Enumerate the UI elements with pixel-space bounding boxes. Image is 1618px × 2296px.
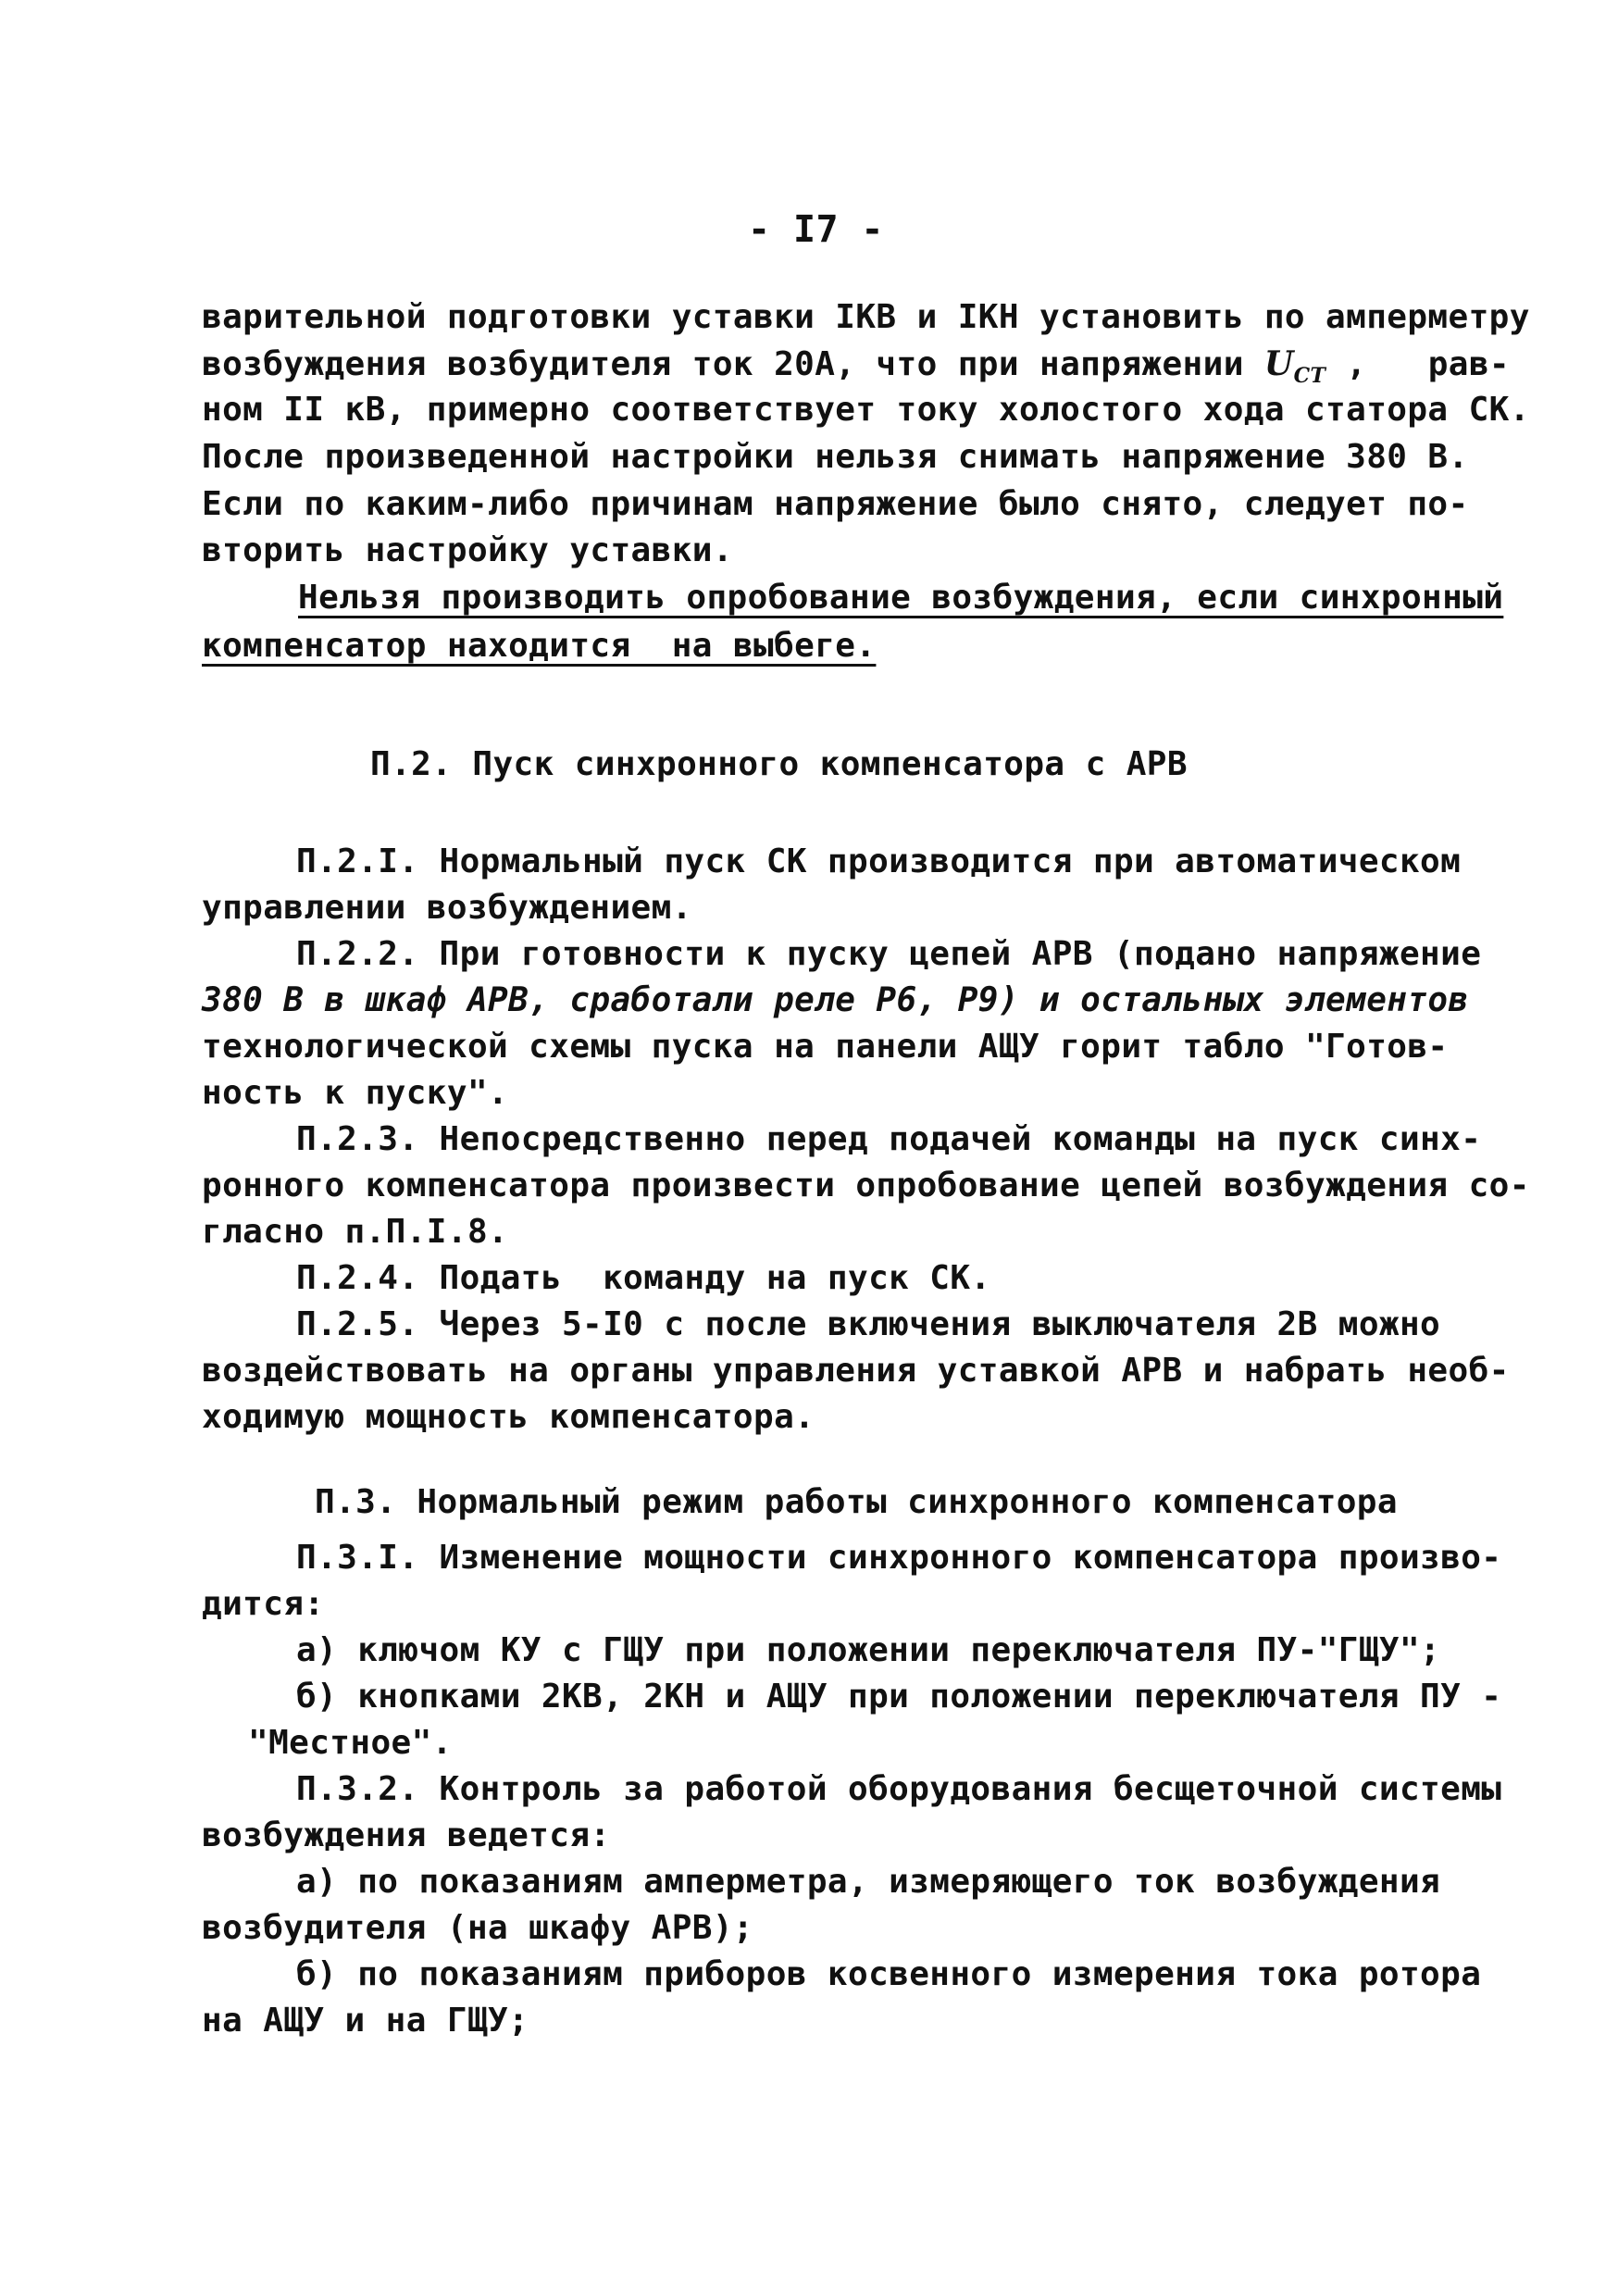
text-line: После произведенной настройки нельзя снимать напряжение 380 В. bbox=[202, 438, 1469, 476]
text-line: возбудителя (на шкафу АРВ); bbox=[202, 1909, 753, 1947]
text-line: П.2.3. Непосредственно перед подачей команды на пуск синх- bbox=[296, 1120, 1482, 1158]
text-line: возбуждения возбудителя ток 20А, что при напряжении $U_{СТ}$ , рав- bbox=[202, 344, 1510, 389]
stator-voltage-symbol: $U_{СТ}$ bbox=[1263, 344, 1326, 389]
text-line: а) ключом КУ с ГЩУ при положении переключателя ПУ-"ГЩУ"; bbox=[296, 1631, 1441, 1669]
text-line: б) по показаниям приборов косвенного измерения тока ротора bbox=[296, 1955, 1482, 1993]
text-line: П.3.I. Изменение мощности синхронного компенсатора произво- bbox=[296, 1539, 1502, 1577]
text-line: ность к пуску". bbox=[202, 1074, 509, 1112]
text-line: на АЩУ и на ГЩУ; bbox=[202, 2002, 529, 2040]
text-line: ном II кВ, примерно соответствует току холостого хода статора СК. bbox=[202, 391, 1530, 429]
text-line: управлении возбуждением. bbox=[202, 889, 692, 927]
warning-line: компенсатор находится на выбеге. bbox=[202, 627, 877, 665]
text-line: П.2.2. При готовности к пуску цепей АРВ (подано напряжение bbox=[296, 935, 1482, 973]
text-line: Если по каким-либо причинам напряжение было снято, следует по- bbox=[202, 485, 1469, 523]
text-line: "Местное". bbox=[248, 1724, 453, 1762]
text-line: вторить настройку уставки. bbox=[202, 531, 733, 569]
text-line: дится: bbox=[202, 1585, 325, 1623]
text-line: воздействовать на органы управления уставкой АРВ и набрать необ- bbox=[202, 1352, 1510, 1390]
warning-line: Нельзя производить опробование возбуждения, если синхронный bbox=[298, 579, 1504, 617]
text-line: возбуждения ведется: bbox=[202, 1816, 611, 1854]
section-title: П.2. Пуск синхронного компенсатора с АРВ bbox=[370, 745, 1188, 783]
page-number: - I7 - bbox=[748, 208, 884, 251]
text-line: П.3.2. Контроль за работой оборудования бесщеточной системы bbox=[296, 1770, 1502, 1808]
text-line: П.2.I. Нормальный пуск СК производится при автоматическом bbox=[296, 842, 1462, 880]
text-line: 380 В в шкаф АРВ, сработали реле Р6, Р9) и остальных элементов bbox=[202, 981, 1469, 1019]
text-line: б) кнопками 2КВ, 2КН и АЩУ при положении переключателя ПУ - bbox=[296, 1678, 1502, 1716]
text-line: ходимую мощность компенсатора. bbox=[202, 1398, 815, 1436]
text-line: варительной подготовки уставки IКВ и IКН установить по амперметру bbox=[202, 298, 1530, 336]
section-title: П.3. Нормальный режим работы синхронного компенсатора bbox=[315, 1483, 1398, 1521]
text-line: а) по показаниям амперметра, измеряющего ток возбуждения bbox=[296, 1863, 1441, 1901]
text-line: гласно п.П.I.8. bbox=[202, 1213, 509, 1251]
text-line: ронного компенсатора произвести опробование цепей возбуждения со- bbox=[202, 1167, 1530, 1204]
text-line: П.2.5. Через 5-I0 с после включения выключателя 2В можно bbox=[296, 1305, 1441, 1343]
text-line: П.2.4. Подать команду на пуск СК. bbox=[296, 1259, 991, 1297]
text-line: технологической схемы пуска на панели АЩУ горит табло "Готов- bbox=[202, 1028, 1449, 1066]
